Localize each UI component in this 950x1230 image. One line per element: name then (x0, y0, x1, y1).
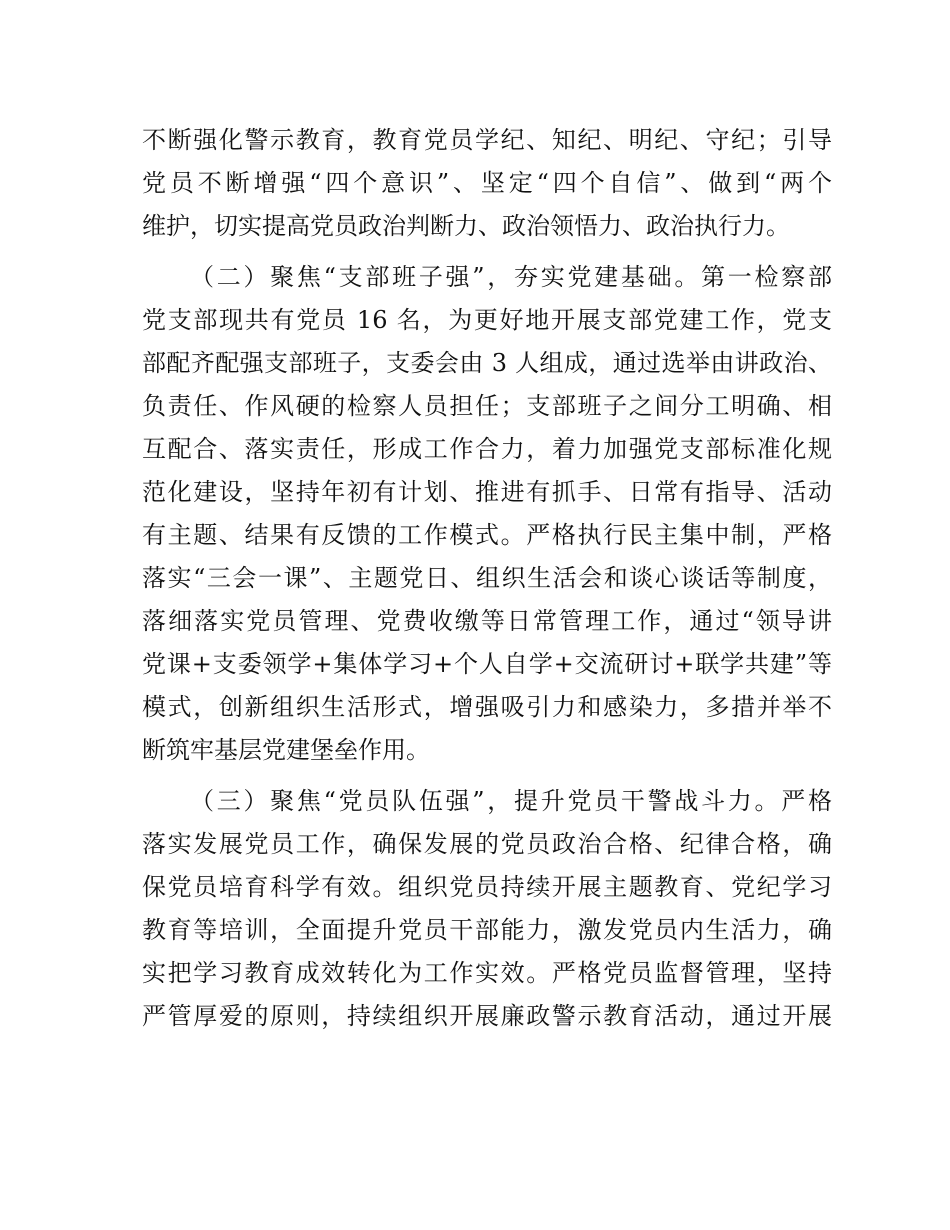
text-line: 有主题、结果有反馈的工作模式。严格执行民主集中制，严格 (142, 521, 832, 549)
text-line: 模式，创新组织生活形式，增强吸引力和感染力，多措并举不 (142, 693, 832, 721)
text-line: 断筑牢基层党建堡垒作用。 (142, 736, 430, 764)
text-line: 部配齐配强支部班子，支委会由 3 人组成，通过选举由讲政治、 (142, 349, 832, 377)
section-heading-3: （三）聚焦“党员队伍强”，提升党员干警战斗力。严格 (190, 787, 832, 815)
section-heading-2: （二）聚焦“支部班子强”，夯实党建基础。第一检察部 (190, 263, 832, 291)
text-line: 实把学习教育成效转化为工作实效。严格党员监督管理，坚持 (142, 959, 832, 987)
text-line: 党支部现共有党员 16 名，为更好地开展支部党建工作，党支 (142, 306, 832, 334)
text-line: 落实发展党员工作，确保发展的党员政治合格、纪律合格，确 (142, 830, 832, 858)
text-line: 不断强化警示教育，教育党员学纪、知纪、明纪、守纪；引导 (142, 126, 832, 154)
text-line: 范化建设，坚持年初有计划、推进有抓手、日常有指导、活动 (142, 478, 832, 506)
text-line: 维护，切实提高党员政治判断力、政治领悟力、政治执行力。 (142, 212, 790, 240)
text-line: 落细落实党员管理、党费收缴等日常管理工作，通过“领导讲 (142, 607, 832, 635)
text-line: 保党员培育科学有效。组织党员持续开展主题教育、党纪学习 (142, 873, 832, 901)
text-line: 落实“三会一课”、主题党日、组织生活会和谈心谈话等制度， (142, 564, 832, 592)
text-line: 严管厚爱的原则，持续组织开展廉政警示教育活动，通过开展 (142, 1002, 832, 1030)
text-line: 负责任、作风硬的检察人员担任；支部班子之间分工明确、相 (142, 392, 832, 420)
text-line: 教育等培训，全面提升党员干部能力，激发党员内生活力，确 (142, 916, 832, 944)
text-line: 党员不断增强“四个意识”、坚定“四个自信”、做到“两个 (142, 169, 832, 197)
text-line: 互配合、落实责任，形成工作合力，着力加强党支部标准化规 (142, 435, 832, 463)
text-line: 党课+支委领学+集体学习+个人自学+交流研讨+联学共建”等 (142, 650, 832, 678)
